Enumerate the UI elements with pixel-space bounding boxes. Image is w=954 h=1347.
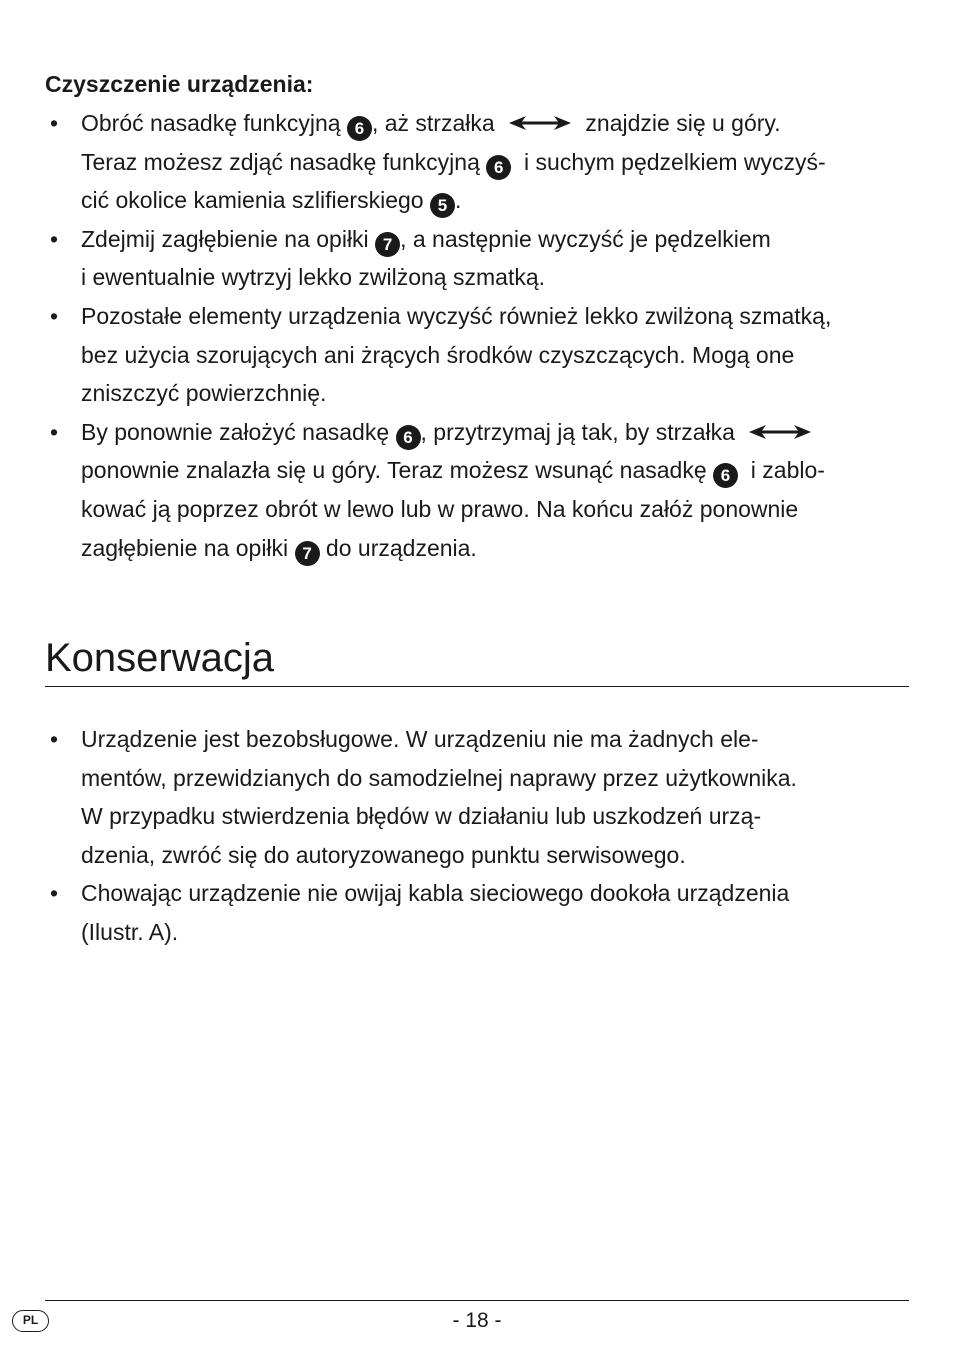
footer-rule xyxy=(45,1300,909,1301)
text-segment: Urządzenie jest bezobsługowe. W urządzeniu nie ma żadnych ele- xyxy=(81,726,759,752)
list-item xyxy=(45,297,915,413)
text-segment: Obróć nasadkę funkcyjną xyxy=(81,110,347,136)
text-segment: zniszczyć powierzchnię. xyxy=(81,380,327,407)
text-line xyxy=(81,874,915,913)
double-arrow-icon xyxy=(509,116,571,130)
text-segment: cić okolice kamienia szlifierskiego xyxy=(81,187,430,214)
bullet-icon: • xyxy=(50,302,59,329)
text-segment: , a następnie wyczyść je pędzelkiem xyxy=(400,225,771,252)
part-number-badge: 6 xyxy=(713,463,738,488)
double-arrow-icon xyxy=(749,425,811,439)
text-line xyxy=(81,797,915,836)
page-number: - 18 - xyxy=(452,1309,502,1332)
list-item xyxy=(45,104,915,220)
text-line xyxy=(81,336,915,375)
text-line xyxy=(81,297,915,336)
text-segment: kować ją poprzez obrót w lewo lub w prawo. Na końcu załóż ponownie xyxy=(81,495,799,522)
title-underline xyxy=(45,686,909,687)
text-segment: do urządzenia. xyxy=(319,534,477,561)
text-segment: (Ilustr. A). xyxy=(81,918,179,945)
part-number-badge: 7 xyxy=(295,541,320,566)
text-line xyxy=(81,181,915,220)
part-number-badge: 5 xyxy=(430,193,455,218)
text-line xyxy=(81,913,915,952)
text-line xyxy=(81,759,915,798)
part-number-badge: 6 xyxy=(486,155,511,180)
text-line xyxy=(81,220,915,259)
cleaning-steps-list xyxy=(45,104,915,567)
text-segment: Chowając urządzenie nie owijaj kabla sieciowego dookoła urządzenia xyxy=(81,880,790,907)
text-segment: Zdejmij zagłębienie na opiłki xyxy=(81,225,376,252)
section-heading: Czyszczenie urządzenia: xyxy=(45,71,314,97)
text-segment: mentów, przewidzianych do samodzielnej naprawy przez użytkownika. xyxy=(81,764,797,791)
text-line xyxy=(81,836,915,875)
text-line xyxy=(81,413,915,452)
bullet-icon: • xyxy=(50,726,59,752)
text-segment: ponownie znalazła się u góry. Teraz możesz wsunąć nasadkę xyxy=(81,457,713,484)
bullet-icon: • xyxy=(50,110,59,136)
text-line xyxy=(81,104,915,143)
text-segment: Pozostałe elementy urządzenia wyczyść również lekko zwilżoną szmatką, xyxy=(81,302,832,329)
text-segment: Teraz możesz zdjąć nasadkę funkcyjną xyxy=(81,148,487,175)
text-line xyxy=(81,143,915,182)
bullet-icon: • xyxy=(50,418,59,445)
text-line xyxy=(81,258,915,297)
text-line xyxy=(81,374,915,413)
text-segment: i ewentualnie wytrzyj lekko zwilżoną szmatką. xyxy=(81,264,546,291)
list-item xyxy=(45,720,915,874)
list-item xyxy=(45,220,915,297)
text-segment: By ponownie założyć nasadkę xyxy=(81,418,396,445)
text-segment: i suchym pędzelkiem wyczyś- xyxy=(511,148,826,175)
text-segment: , aż strzałka xyxy=(371,110,502,136)
text-segment: zagłębienie na opiłki xyxy=(81,534,295,561)
text-segment: bez użycia szorujących ani żrących środków czyszczących. Mogą one xyxy=(81,341,795,368)
maintenance-list xyxy=(45,720,915,952)
text-segment: . xyxy=(454,187,462,214)
list-item xyxy=(45,874,915,951)
text-line xyxy=(81,490,915,529)
text-segment: znajdzie się u góry. xyxy=(579,110,781,136)
part-number-badge: 7 xyxy=(375,232,400,257)
bullet-icon: • xyxy=(50,225,59,252)
list-item xyxy=(45,413,915,567)
text-segment: i zablo- xyxy=(738,457,825,484)
text-segment: , przytrzymaj ją tak, by strzałka xyxy=(420,418,742,445)
text-line xyxy=(81,720,915,759)
text-line xyxy=(81,451,915,490)
text-line xyxy=(81,529,915,568)
text-segment: dzenia, zwróć się do autoryzowanego punktu serwisowego. xyxy=(81,841,686,868)
part-number-badge: 6 xyxy=(347,116,372,141)
text-segment: W przypadku stwierdzenia błędów w działaniu lub uszkodzeń urzą- xyxy=(81,803,762,830)
language-badge: PL xyxy=(12,1310,49,1332)
bullet-icon: • xyxy=(50,880,59,907)
part-number-badge: 6 xyxy=(396,425,421,450)
page-title: Konserwacja xyxy=(45,636,275,680)
